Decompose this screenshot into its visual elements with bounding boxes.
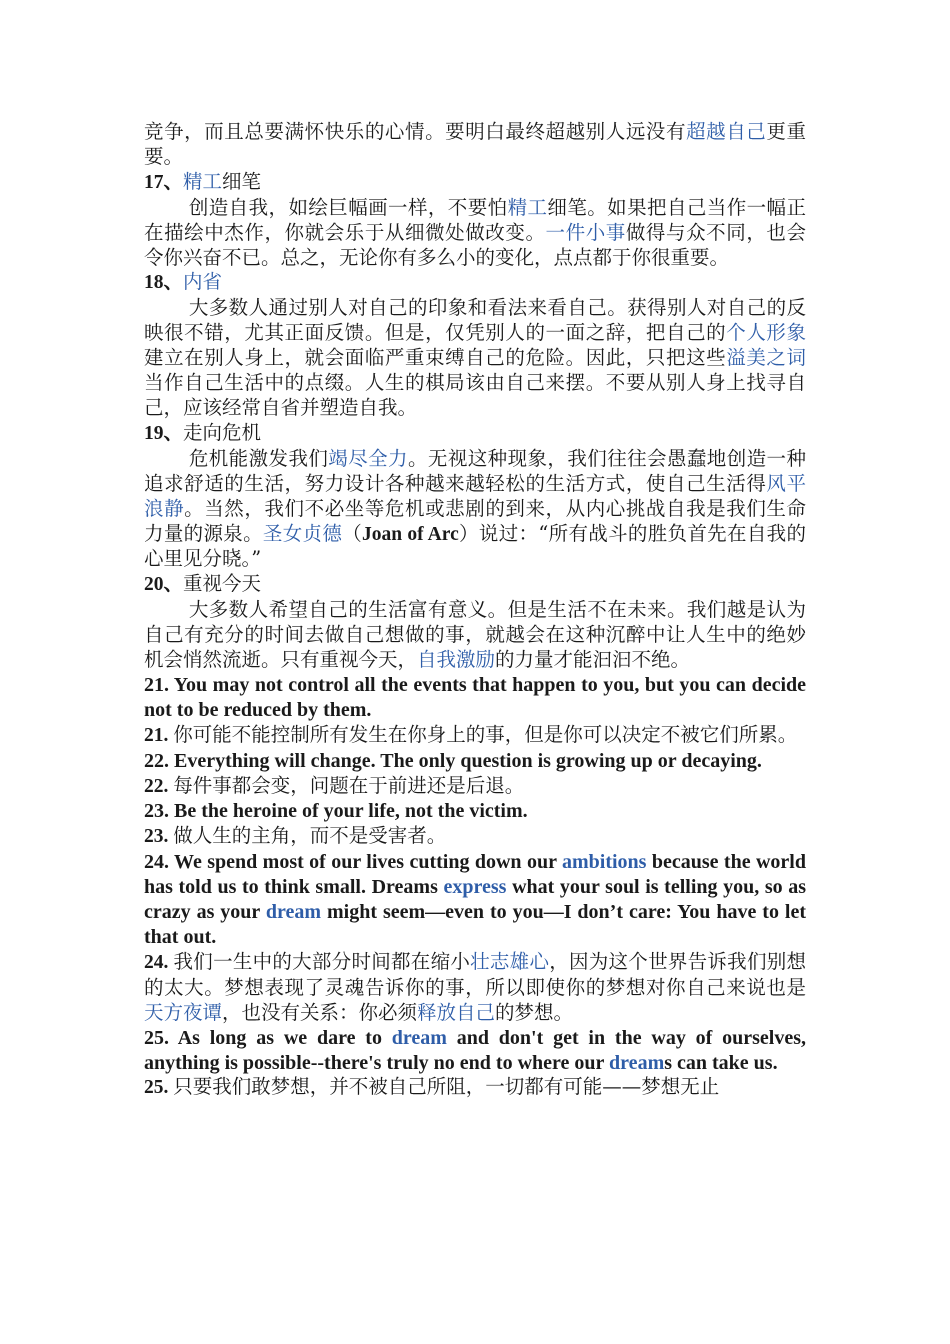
highlighted-term: 精工 [183,169,223,193]
text-run: 当作自己生活中的点缀。人生的棋局该由自己来摆。不要从别人身上找寻自己，应该经常自省并塑造自我。 [144,371,806,419]
section-heading [144,572,806,598]
english-quote [144,673,806,723]
highlighted-term: 圣女贞德 [262,521,343,545]
text-run: 20、 [144,574,184,596]
section-heading [144,421,806,447]
highlighted-term: 精工 [507,195,548,219]
text-run: 创造自我，如绘巨幅画一样，不要怕 [188,195,508,219]
text-run: 做人生的主角，而不是受害者。 [173,824,447,848]
text-run: 。无视这种现象，我们往往会愚蠢地创造一种追求舒适的生活，努力设计各种越来越轻松的生活方式，使自己生活得 [144,446,806,495]
text-run: what your soul is telling you, so as crazy as your [144,876,807,924]
text-run: ，也没有关系：你必须 [222,1000,418,1024]
highlighted-term: 天方夜谭 [144,1000,223,1024]
text-run: 我们一生中的大部分时间都在缩小 [173,949,471,973]
highlighted-term: dream [609,1051,665,1074]
text-run: 更重要。 [144,120,806,168]
highlighted-term: 释放自己 [417,1000,496,1024]
highlighted-term: 个人形象 [726,321,806,345]
text-run: 25. [144,1077,174,1099]
text-run: 建立在别人身上，就会面临严重束缚自己的危险。因此，只把这些 [144,346,727,370]
text-run: 细笔。如果把自己当作一幅正在描绘中杰作，你就会乐于从细微处做改变。 [144,195,806,244]
highlighted-term: 风平浪静 [144,471,806,520]
highlighted-term: 壮志雄心 [470,949,550,973]
highlighted-term: ambitions [561,851,647,874]
highlighted-term: 内省 [183,270,223,294]
english-quote [144,1026,806,1076]
text-run: 23. [144,826,174,848]
text-run: ，因为这个世界告诉我们别想的太大。梦想表现了灵魂告诉你的事，所以即使你的梦想对你自己来说也是 [144,949,806,999]
text-run: 大多数人希望自己的生活富有意义。但是生活不在未来。我们越是认为自己有充分的时间去做自己想做的事，就越会在这种沉醉中让人生中的绝妙机会悄然流逝。只有重视今天， [144,598,806,672]
text-run: 21. You may not control all the events that happen to you, but you can decide not to be reduced by them. [144,673,806,721]
paragraph [144,723,806,749]
highlighted-term: dream [391,1026,447,1049]
paragraph [144,774,806,800]
paragraph [144,120,806,170]
text-run: ）说过：“所有战斗的胜负首先在自我的心里见分晓。” [144,521,806,571]
text-run: 。当然，我们不必坐等危机或悲剧的到来，从内心挑战自我是我们生命力量的源泉。 [144,496,806,545]
document-page [144,120,806,1101]
text-run: 18、 [144,272,184,294]
text-run: 只要我们敢梦想，并不被自己所阻，一切都有可能——梦想无止 [173,1075,720,1099]
text-run: 21. [144,724,174,746]
text-run: 19、 [144,422,184,444]
text-run: and don't get in the way of ourselves, anything is possible--there's truly no end to where our [144,1026,806,1074]
text-run: 22. Everything will change. The only question is growing up or decaying. [144,749,762,772]
text-run: might seem—even to you—I don’t care: You have to let that out. [144,901,806,948]
text-run: Joan of Arc [362,523,459,545]
paragraph [144,598,806,673]
english-quote [144,850,806,950]
english-quote [144,749,806,774]
highlighted-term: 竭尽全力 [328,446,408,470]
text-run: 危机能激发我们 [188,446,329,470]
highlighted-term: 超越自己 [686,120,767,143]
text-run: 23. Be the heroine of your life, not the victim. [144,800,528,823]
text-run: 每件事都会变，问题在于前进还是后退。 [173,773,525,797]
paragraph [144,824,806,850]
text-run: 22. [144,775,174,797]
text-run: 24. [144,951,174,973]
paragraph [144,296,806,421]
highlighted-term: 自我激励 [417,648,496,672]
text-run: 你可能不能控制所有发生在你身上的事，但是你可以决定不被它们所累。 [173,722,798,746]
text-run: 25. As long as we dare to [144,1026,392,1049]
highlighted-term: express [443,876,507,899]
text-run: because the world has told us to think small. Dreams [144,851,806,899]
paragraph [144,196,806,271]
text-run: 17、 [144,171,184,193]
text-run: （ [342,521,363,545]
text-run: 走向危机 [183,420,262,444]
paragraph [144,1075,806,1101]
section-heading [144,270,806,296]
highlighted-term: 溢美之词 [726,346,806,370]
text-run: 的力量才能汩汩不绝。 [495,648,691,672]
highlighted-term: 一件小事 [545,220,626,244]
text-run: s can take us. [664,1051,778,1074]
text-run: 做得与众不同，也会令你兴奋不已。总之，无论你有多么小的变化，点点都于你很重要。 [144,220,806,269]
english-quote [144,799,806,824]
text-run: 重视今天 [183,572,262,596]
text-run: 的梦想。 [495,1000,574,1024]
highlighted-term: dream [265,901,322,924]
paragraph [144,950,806,1026]
section-heading [144,170,806,196]
text-run: 24. We spend most of our lives cutting down our [144,851,562,874]
text-run: 大多数人通过别人对自己的印象和看法来看自己。获得别人对自己的反映很不错，尤其正面反馈。但是，仅凭别人的一面之辞，把自己的 [144,296,806,345]
text-run: 竞争，而且总要满怀快乐的心情。要明白最终超越别人远没有 [144,120,687,143]
text-run: 细笔 [222,169,262,193]
paragraph [144,447,806,573]
